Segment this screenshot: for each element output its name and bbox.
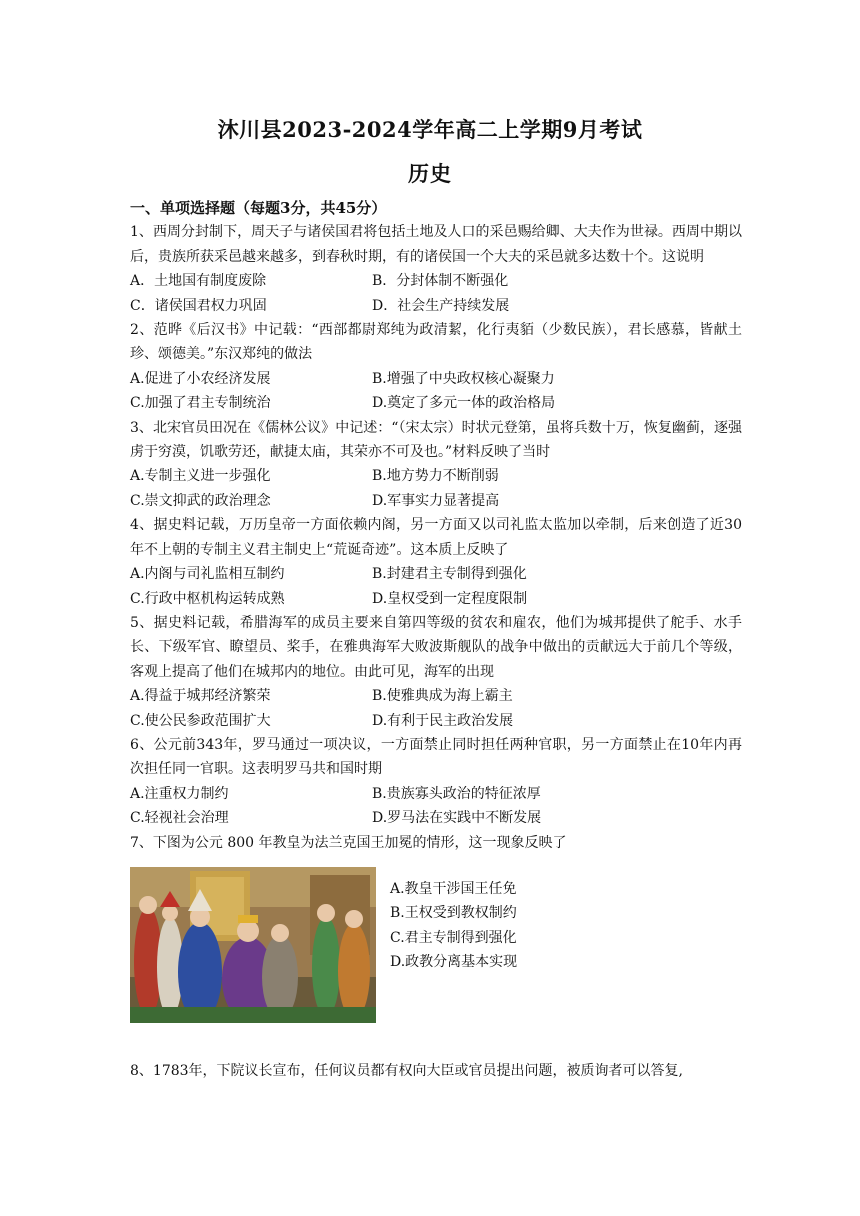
option-d[interactable]: D.有利于民主政治发展 <box>372 712 514 729</box>
subject-title: 历史 <box>408 161 452 186</box>
question-2-options <box>130 367 742 416</box>
option-a[interactable]: A.教皇干涉国王任免 <box>390 880 517 897</box>
option-c[interactable]: C.君主专制得到强化 <box>390 929 517 946</box>
option-c[interactable]: C.加强了君主专制统治 <box>130 395 271 412</box>
question-4-stem: 4、据史料记载，万历皇帝一方面依赖内阁，另一方面又以司礼监太监加以牵制，后来创造了近30年不上朝的专制主义君主制史上“荒诞奇迹”。这本质上反映了 <box>130 517 742 558</box>
option-a[interactable]: A.专制主义进一步强化 <box>130 468 271 485</box>
option-a[interactable]: A.得益于城邦经济繁荣 <box>130 688 271 705</box>
question-5-options <box>130 684 742 733</box>
option-c[interactable]: C.崇文抑武的政治理念 <box>130 492 271 509</box>
option-a[interactable]: A.注重权力制约 <box>130 785 229 802</box>
coronation-painting-image <box>130 867 376 1023</box>
option-c[interactable]: C.行政中枢机构运转成熟 <box>130 590 285 607</box>
question-1-options <box>130 269 742 318</box>
option-d[interactable]: D.罗马法在实践中不断发展 <box>372 810 542 827</box>
question-8-stem: 8、1783年，下院议长宣布，任何议员都有权向大臣或官员提出问题，被质询者可以答复, <box>130 1062 683 1079</box>
question-7-figure-row <box>130 867 742 1029</box>
option-b[interactable]: B.使雅典成为海上霸主 <box>372 688 513 705</box>
option-d[interactable]: D.奠定了多元一体的政治格局 <box>372 395 556 412</box>
option-b[interactable]: B．分封体制不断强化 <box>372 273 509 290</box>
option-d[interactable]: D.军事实力显著提高 <box>372 492 500 509</box>
question-7-stem: 7、下图为公元 800 年教皇为法兰克国王加冕的情形，这一现象反映了 <box>130 834 567 851</box>
question-3-options <box>130 464 742 513</box>
option-b[interactable]: B.王权受到教权制约 <box>390 905 517 922</box>
option-b[interactable]: B.贵族寡头政治的特征浓厚 <box>372 785 541 802</box>
question-6-options <box>130 782 742 831</box>
option-d[interactable]: D.皇权受到一定程度限制 <box>372 590 528 607</box>
option-a[interactable]: A.内阁与司礼监相互制约 <box>130 566 285 583</box>
option-d[interactable]: D.政教分离基本实现 <box>390 954 518 971</box>
option-a[interactable]: A.促进了小农经济发展 <box>130 370 271 387</box>
question-1-stem: 1、西周分封制下，周天子与诸侯国君将包括土地及人口的采邑赐给卿、大夫作为世禄。西周中期以后，贵族所获采邑越来越多，到春秋时期，有的诸侯国一个大夫的采邑就多达数十个。这说明 <box>130 224 742 265</box>
option-b[interactable]: B.封建君主专制得到强化 <box>372 566 527 583</box>
question-7-options <box>390 877 517 975</box>
option-a[interactable]: A．土地国有制度废除 <box>130 273 267 290</box>
question-5-stem: 5、据史料记载，希腊海军的成员主要来自第四等级的贫农和雇农，他们为城邦提供了舵手、水手长、下级军官、瞭望员、桨手，在雅典海军大败波斯舰队的战争中做出的贡献远大于前几个等级，客观上提高了他们在城邦内的地位。由此可见，海军的出现 <box>130 614 742 680</box>
option-c[interactable]: C．诸侯国君权力巩固 <box>130 297 267 314</box>
exam-content <box>130 196 742 1083</box>
option-b[interactable]: B.增强了中央政权核心凝聚力 <box>372 370 555 387</box>
question-6-stem: 6、公元前343年，罗马通过一项决议，一方面禁止同时担任两种官职，另一方面禁止在10年内再次担任同一官职。这表明罗马共和国时期 <box>130 736 742 778</box>
section-heading: 一、单项选择题（每题3分，共45分） <box>130 199 387 217</box>
question-2-stem: 2、范晔《后汉书》中记载：“西部都尉郑纯为政清絜，化行夷貊（少数民族），君长感慕，皆献土珍、颂德美。”东汉郑纯的做法 <box>130 322 742 363</box>
option-c[interactable]: C.轻视社会治理 <box>130 810 229 827</box>
option-c[interactable]: C.使公民参政范围扩大 <box>130 712 271 729</box>
question-3-stem: 3、北宋官员田况在《儒林公议》中记述：“（宋太宗）时状元登第，虽将兵数十万，恢复幽蓟，逐强虏于穷漠，饥歌劳还，献捷太庙，其荣亦不可及也。”材料反映了当时 <box>130 419 742 461</box>
exam-title: 沐川县2023-2024学年高二上学期9月考试 <box>217 117 643 142</box>
question-4-options <box>130 562 742 611</box>
option-b[interactable]: B.地方势力不断削弱 <box>372 468 499 485</box>
option-d[interactable]: D．社会生产持续发展 <box>372 297 510 314</box>
